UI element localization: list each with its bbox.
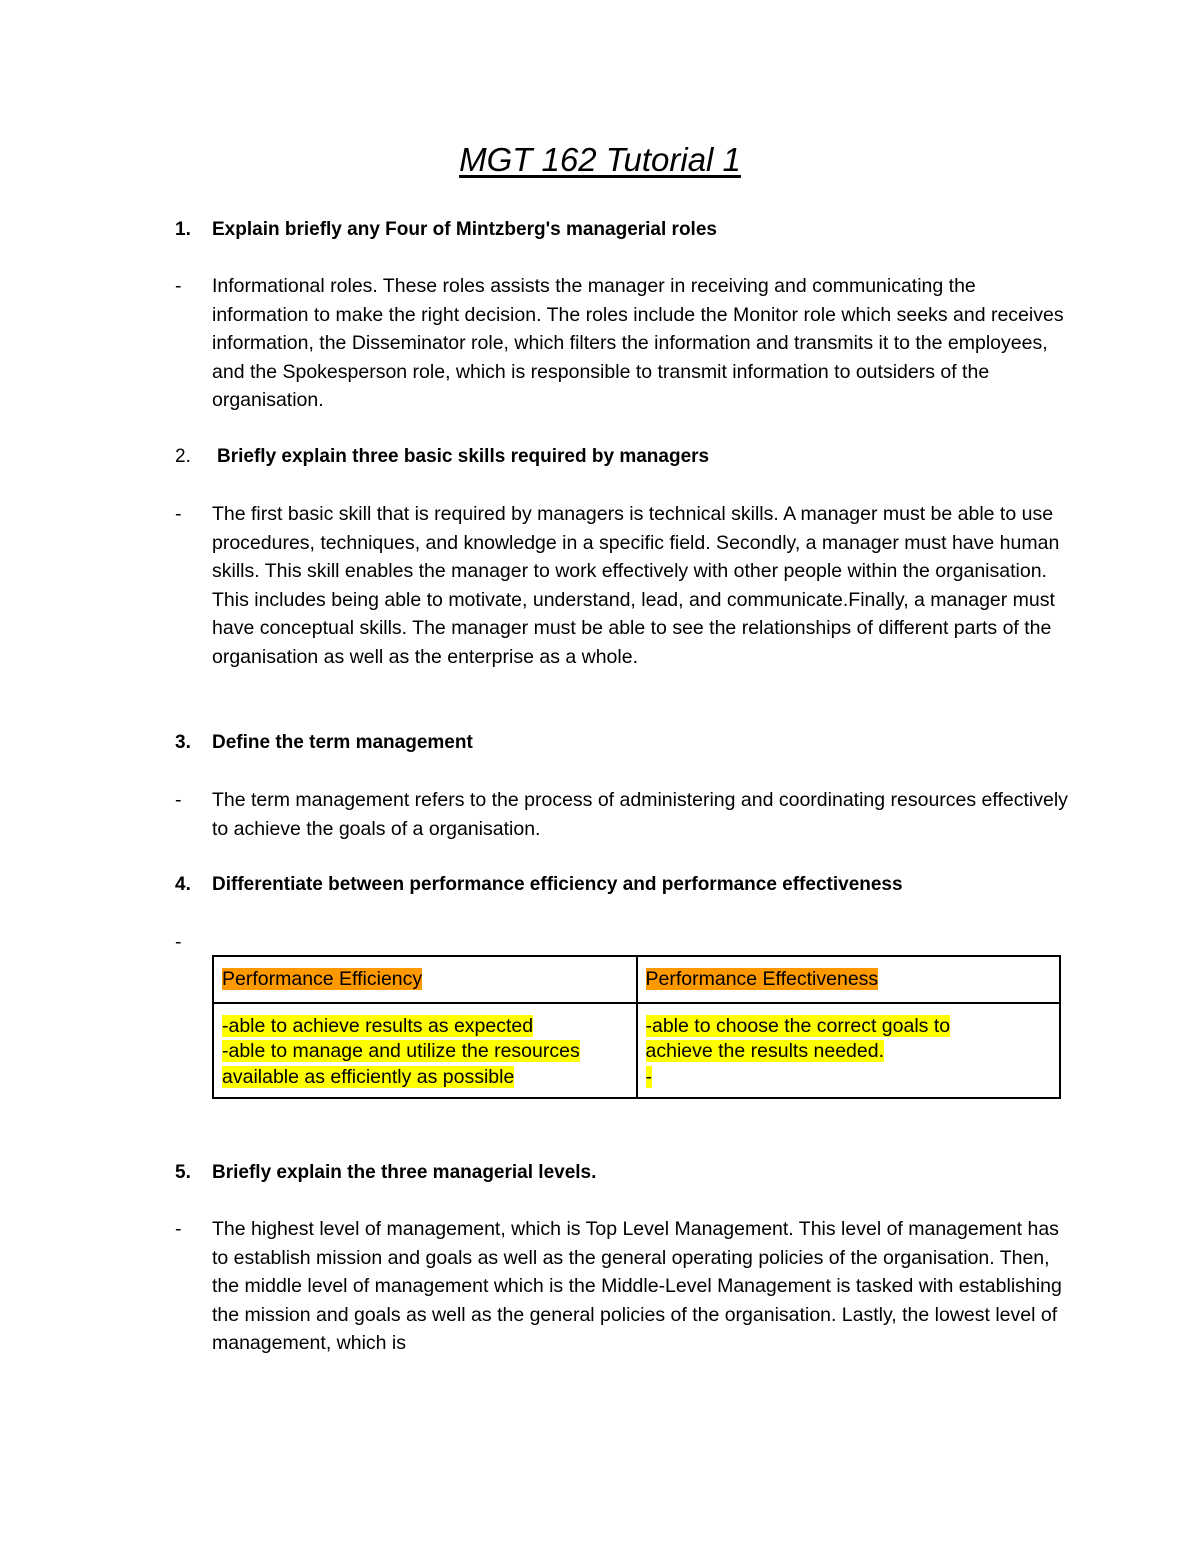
answer-text: The term management refers to the process of administering and coordinating resources effectively to achieve the goals of a organisation.	[212, 789, 1068, 840]
cell-line: achieve the results needed.	[645, 1040, 884, 1063]
cell-line: -able to achieve results as expected	[222, 1015, 534, 1037]
question-number: 5.	[175, 1162, 191, 1183]
table-row	[213, 1003, 1060, 1098]
question-number: 1.	[175, 219, 191, 240]
question-number: 2.	[175, 446, 191, 467]
question-4	[175, 871, 1075, 900]
answer-text: The highest level of management, which is Top Level Management. This level of management has to establish mission and goals as well as the general operating policies of the organisation. Then, the middle level of management which is the Middle-Level Management is tasked with establishing the mission and goals as well as the general policies of the organisation. Lastly, the lowest level of management, which is	[212, 1218, 1062, 1355]
cell-line: -able to manage and utilize the resources	[222, 1040, 580, 1063]
question-text: Differentiate between performance efficiency and performance effectiveness	[212, 874, 903, 895]
answer-text: Informational roles. These roles assists the manager in receiving and communicating the information to make the right decision. The roles include the Monitor role which seeks and receives information, the Disseminator role, which filters the information and transmits it to the employees, and the Spokesperson role, which is responsible to transmit information to outsiders of the organisation.	[212, 275, 1064, 412]
bullet-dash: -	[175, 931, 182, 953]
question-3	[175, 729, 1075, 758]
table-cell-efficiency	[213, 1003, 637, 1098]
table-header-cell	[637, 956, 1061, 1003]
cell-line: available as efficiently as possible	[222, 1065, 515, 1088]
question-text: Explain briefly any Four of Mintzberg's managerial roles	[212, 219, 717, 240]
bullet-dash: -	[175, 1218, 182, 1240]
cell-line: -able to choose the correct goals to	[645, 1015, 951, 1037]
question-number: 4.	[175, 874, 191, 895]
bullet-dash: -	[175, 503, 182, 525]
page-title: MGT 162 Tutorial 1	[459, 141, 741, 178]
question-text: Briefly explain the three managerial levels.	[212, 1162, 597, 1183]
answer-3	[175, 786, 1075, 843]
comparison-table	[212, 955, 1061, 1099]
question-text: Briefly explain three basic skills required by managers	[217, 446, 710, 467]
table-cell-effectiveness	[637, 1003, 1061, 1098]
table-header-row	[213, 956, 1060, 1003]
question-1	[175, 216, 1075, 245]
bullet-dash: -	[175, 789, 182, 811]
question-number: 3.	[175, 732, 191, 753]
header-effectiveness: Performance Effectiveness	[645, 968, 879, 990]
header-efficiency: Performance Efficiency	[222, 968, 423, 990]
bullet-dash: -	[175, 275, 182, 297]
question-text: Define the term management	[212, 732, 473, 753]
table-header-cell	[213, 956, 637, 1003]
answer-5	[175, 1215, 1075, 1358]
answer-text: The first basic skill that is required by managers is technical skills. A manager must be able to use procedures, techniques, and knowledge in a specific field. Secondly, a manager must have human skills. This skill enables the manager to work effectively with other people within the organisation. This includes being able to motivate, understand, lead, and communicate.Finally, a manager must have conceptual skills. The manager must be able to see the relationships of different parts of the organisation as well as the enterprise as a whole.	[212, 503, 1060, 668]
cell-line: -	[645, 1065, 652, 1088]
question-5	[175, 1159, 1075, 1188]
answer-1	[175, 272, 1075, 415]
question-2	[175, 443, 1075, 472]
answer-2	[175, 500, 1075, 672]
